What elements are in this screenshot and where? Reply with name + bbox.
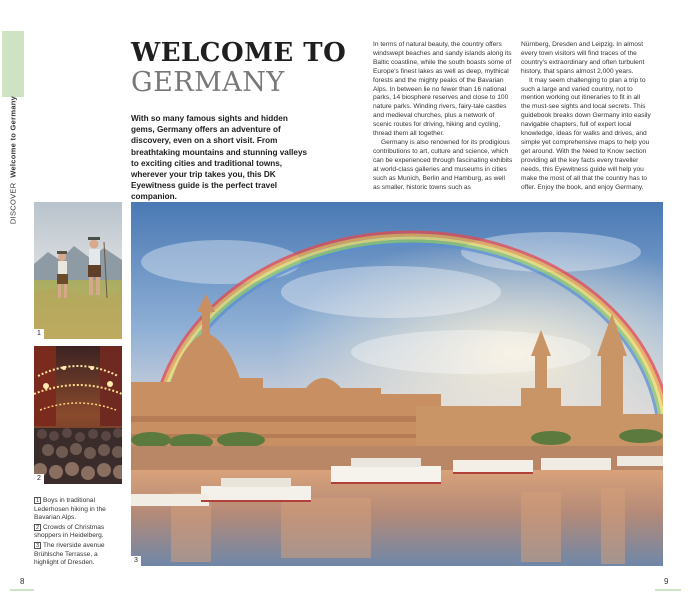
photo-captions — [34, 497, 124, 569]
page-number-right: 9 — [664, 577, 669, 586]
caption-number: 3 — [35, 542, 40, 549]
page-number-rule — [10, 589, 34, 591]
intro-paragraph: With so many famous sights and hidden gems, Germany offers an adventure of discovery, even on a short visit. From breathtaking mountains and stunning valleys to exciting cities and traditional towns, wherever your trip takes you, this DK Eyewitness guide is the perfect travel companion. — [131, 114, 308, 202]
body-paragraph: Germany is also renowned for its prodigious contributions to art, culture and science, which can be experienced through fascinating exhibits at world-class galleries and museums in cities such as Munich, Berlin and Hamburg, as well as smaller, historic towns such as — [373, 138, 513, 191]
caption-number: 2 — [35, 524, 40, 531]
body-column-a — [373, 41, 513, 192]
photo-number: 3 — [131, 556, 141, 566]
caption-text: Boys in traditional Lederhosen hiking in the Bavarian Alps. — [34, 497, 106, 522]
photo-number: 2 — [34, 474, 44, 484]
photo-number: 1 — [34, 329, 44, 339]
photo-lederhosen-hikers — [34, 202, 122, 339]
body-column-b — [521, 41, 651, 192]
body-paragraph: Nürnberg, Dresden and Leipzig. In almost every town visitors will find traces of the country's extraordinary and often turbulent history, that spans almost 2,000 years. — [521, 41, 645, 75]
caption-text: Crowds of Christmas shoppers in Heidelberg. — [34, 523, 105, 540]
caption-item — [34, 542, 124, 568]
page-title-line-1: WELCOME TO — [131, 38, 347, 68]
caption-number: 1 — [35, 498, 40, 504]
caption-item — [34, 497, 124, 523]
body-paragraph: It may seem challenging to plan a trip to such a large and varied country, not to mention working out itineraries to fit in all the must-see sights and local secrets. This guidebook breaks down Germany into easily navigable chapters, full of expert local knowledge, ideas for walks and drives, and simple yet comprehensive maps to help you get around. With the Need to Know section providing all the key facts every traveller needs, this Eyewitness guide will help you make the most of all that the country has to offer. Enjoy the book, and enjoy Germany. — [521, 76, 651, 191]
page-number-rule — [655, 589, 681, 591]
chapter-label: Welcome to Germany — [8, 95, 18, 178]
section-tab — [2, 31, 24, 97]
running-header — [4, 95, 22, 225]
body-paragraph: In terms of natural beauty, the country offers windswept beaches and sandy islands along its Baltic coastline, while the south boasts some of Europe's finest lakes as well as deep, mythical forests and the mighty peaks of the Bavarian Alps. In between lie no fewer than 16 national parks, 14 biosphere reserves and close to 100 nature parks. Winding rivers, fairy-tale castles and medieval churches, plus a network of scenic routes for driving, hiking and cycling, thread them all together. — [373, 41, 512, 138]
caption-item — [34, 524, 124, 541]
caption-text: The riverside avenue Brühlsche Terrasse, a highlight of Dresden. — [34, 541, 105, 567]
section-label: DISCOVER — [8, 182, 18, 225]
photo-christmas-market — [34, 346, 122, 484]
photo-dresden-riverfront — [131, 202, 663, 566]
page-title-line-2: GERMANY — [131, 67, 285, 98]
page-number-left: 8 — [20, 577, 25, 586]
